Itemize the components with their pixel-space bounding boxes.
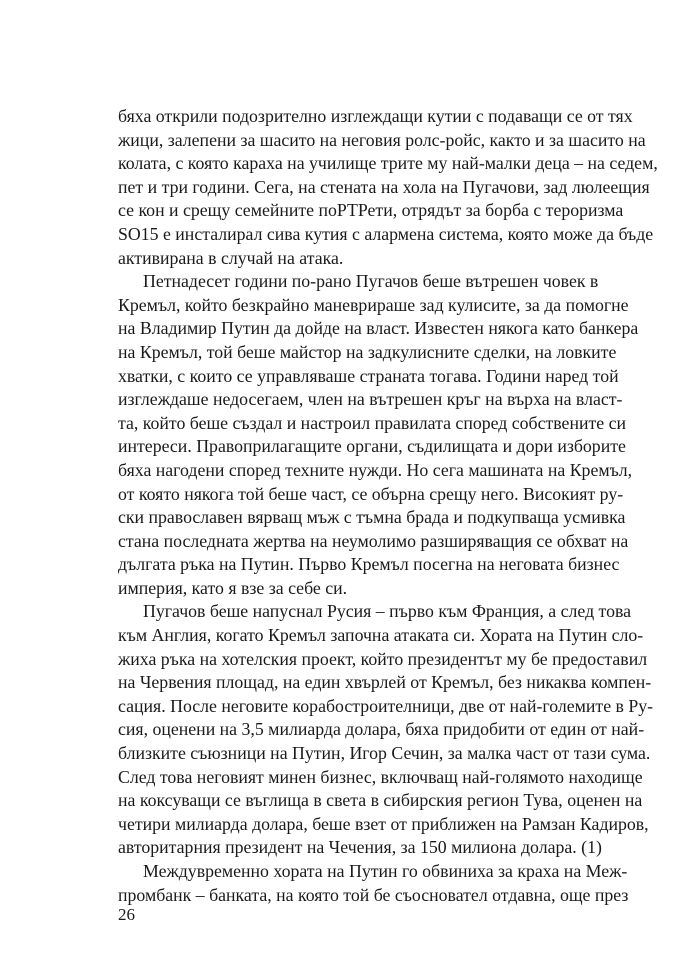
- body-text: [118, 105, 658, 907]
- text-line: След това неговият минен бизнес, включващ най-голямото находище: [118, 766, 643, 787]
- text-line: империя, като я взе за себе си.: [118, 577, 348, 598]
- text-line: сия, оценени на 3,5 милиарда долара, бяха придобити от един от най-: [118, 719, 645, 740]
- text-line: Пугачов беше напуснал Русия – първо към Франция, а след това: [143, 601, 632, 622]
- text-line: Петнадесет години по-рано Пугачов беше вътрешен човек в: [143, 271, 599, 292]
- text-line: стана последната жертва на неумолимо разширяващия се обхват на: [118, 530, 629, 551]
- text-line: колата, с която караха на училище трите му най-малки деца – на седем,: [118, 153, 658, 174]
- text-line: бяха открили подозрително изглеждащи кутии с подаващи се от тях: [118, 106, 633, 126]
- text-line: интереси. Правоприлагащите органи, съдилищата и дори изборите: [118, 436, 626, 457]
- text-line: на Владимир Путин да дойде на власт. Известен някога като банкера: [118, 318, 639, 339]
- text-line: активирана в случай на атака.: [118, 247, 344, 268]
- text-line: та, който беше създал и настроил правилата според собствените си: [118, 412, 626, 433]
- page-number: 26: [118, 905, 135, 924]
- text-line: на коксуващи се въглища в света в сибирския регион Тува, оценен на: [118, 790, 643, 811]
- text-line: жиха ръка на хотелския проект, който президентът му бе предоставил: [118, 648, 648, 669]
- text-line: четири милиарда долара, беше взет от приближен на Рамзан Кадиров,: [118, 813, 649, 834]
- text-line: се кон и срещу семейните поРТРети, отрядът за борба с тероризма: [118, 200, 624, 221]
- text-line: жици, залепени за шасито на неговия ролс-ройс, както и за шасито на: [118, 129, 646, 150]
- text-line: сация. После неговите корабостроителници, две от най-големите в Ру-: [118, 695, 654, 716]
- text-line: промбанк – банката, на която той бе съосновател отдавна, още през: [118, 884, 629, 905]
- text-line: ски православен вярващ мъж с тъмна брада и подкупваща усмивка: [118, 507, 626, 528]
- text-line: към Англия, когато Кремъл започна атаката си. Хората на Путин сло-: [118, 625, 644, 646]
- text-line: хватки, с които се управляваше страната тогава. Години наред той: [118, 365, 619, 386]
- text-line: от която някога той беше част, се обърна срещу него. Високият ру-: [118, 483, 624, 504]
- text-line: дългата ръка на Путин. Първо Кремъл посегна на неговата бизнес: [118, 554, 620, 575]
- text-line: авторитарния президент на Чечения, за 150 милиона долара. (1): [118, 837, 602, 858]
- text-line: пет и три години. Сега, на стената на хола на Пугачови, зад люлеещия: [118, 176, 650, 197]
- text-line: близките съюзници на Путин, Игор Сечин, за малка част от тази сума.: [118, 743, 651, 764]
- text-line: SO15 е инсталирал сива кутия с алармена система, която може да бъде: [118, 223, 654, 244]
- text-line: на Червения площад, на един хвърлей от Кремъл, без никаква компен-: [118, 672, 652, 693]
- text-line: изглеждаше недосегаем, член на вътрешен кръг на върха на власт-: [118, 389, 623, 410]
- text-line: Кремъл, който безкрайно маневрираше зад кулисите, за да помогне: [118, 294, 629, 315]
- text-line: бяха нагодени според техните нужди. Но сега машината на Кремъл,: [118, 459, 633, 480]
- text-line: Междувременно хората на Путин го обвиниха за краха на Меж-: [143, 861, 628, 881]
- text-line: на Кремъл, той беше майстор на задкулисните сделки, на ловките: [118, 341, 617, 362]
